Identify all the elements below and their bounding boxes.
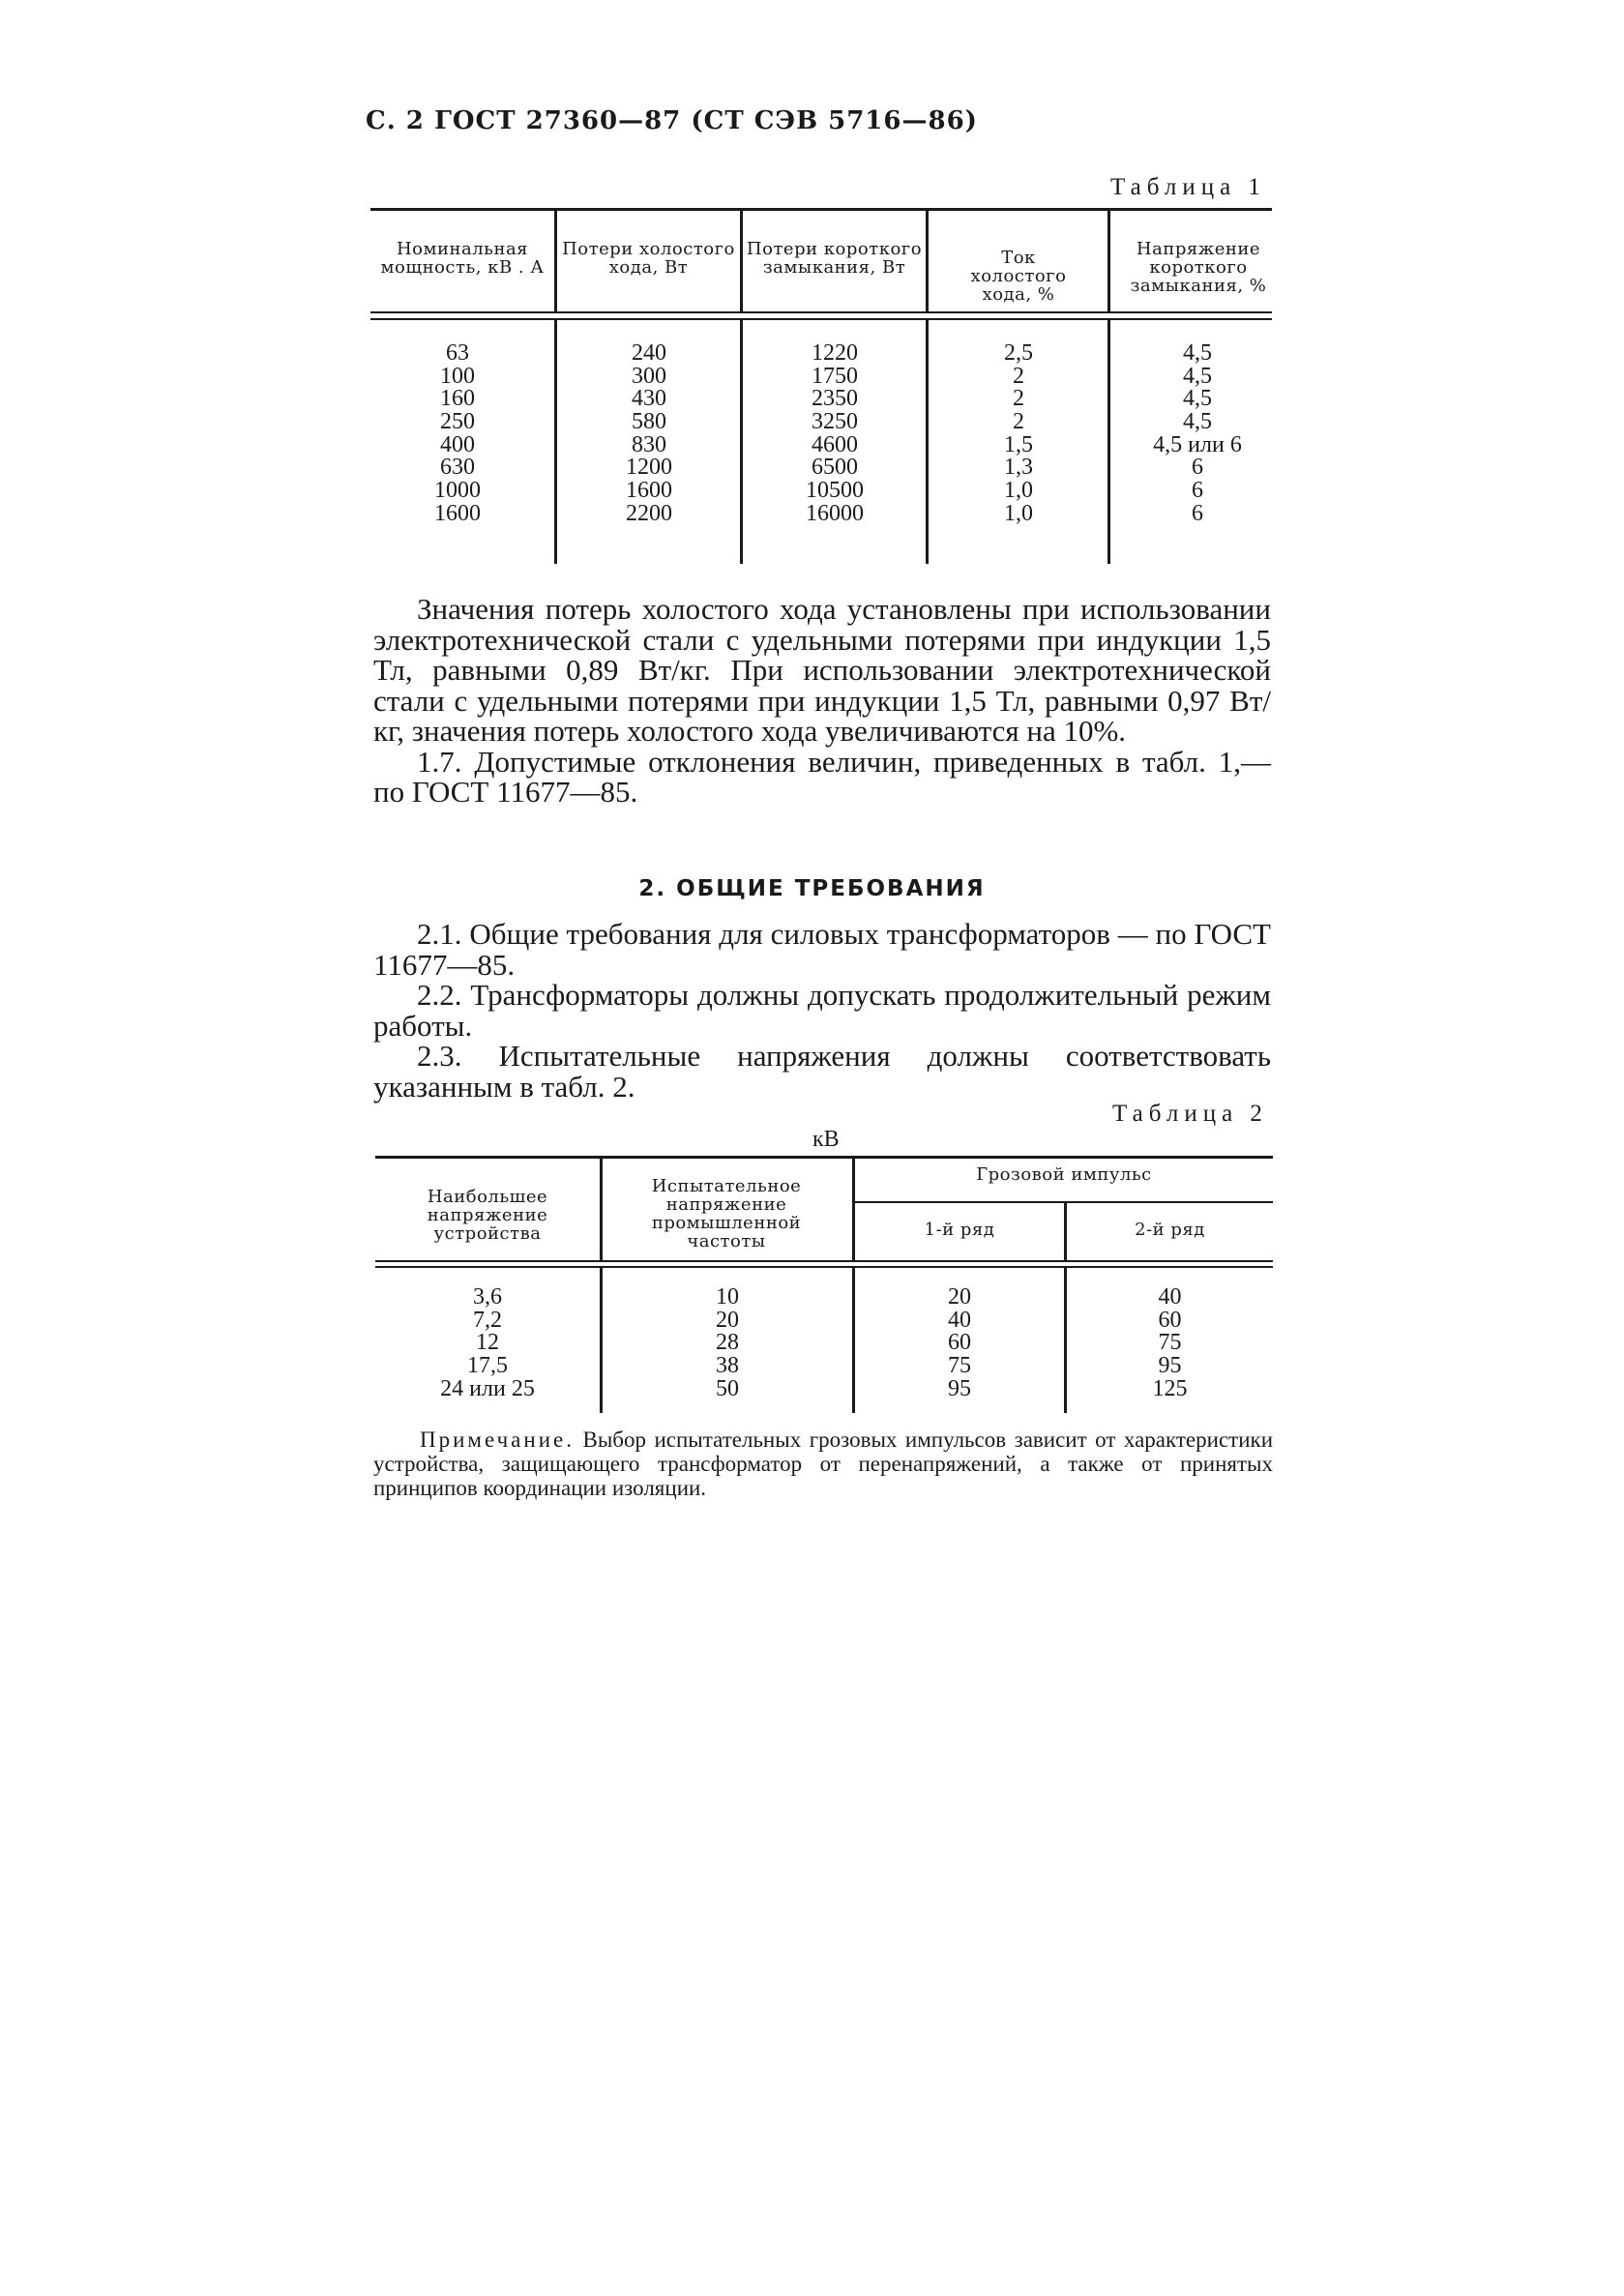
table1: [370, 208, 1272, 564]
table2-col-test-voltage: 10 20 28 38 50: [716, 1284, 739, 1401]
page-header: С. 2 ГОСТ 27360—87 (СТ СЭВ 5716—86): [366, 106, 978, 135]
table2-header-row2: 2-й ряд: [1135, 1220, 1205, 1240]
table2-header-test-voltage: Испытательное напряжение промышленной частоты: [651, 1176, 802, 1251]
table1-header-shortcircuit-loss: Потери короткого замыкания, Вт: [746, 239, 923, 278]
table2-header-lightning-impulse: Грозовой импульс: [976, 1164, 1152, 1185]
table1-col-shortcircuit-loss: 1220 1750 2350 3250 4600 6500 10500 16000: [806, 340, 864, 526]
table1-header-noload-current: Ток холостого хода, %: [970, 248, 1067, 305]
table1-caption: Таблица 1: [1110, 174, 1266, 200]
note-label: Примечание.: [420, 1428, 575, 1452]
table2-caption: Таблица 2: [1112, 1101, 1268, 1127]
table1-header-power: Номинальная мощность, кВ . А: [380, 239, 545, 278]
paragraph-2-2: 2.2. Трансформаторы должны допускать продолжительный режим работы.: [373, 978, 1271, 1043]
table2-col-row1: 20 40 60 75 95: [948, 1284, 971, 1401]
table2-unit: кВ: [812, 1127, 840, 1152]
paragraph-1-7: 1.7. Допустимые отклонения величин, приведенных в табл. 1,— по ГОСТ 11677—85.: [373, 744, 1271, 809]
note-text: Выбор испытательных грозовых импульсов зависит от характеристики устройства, защищающего трансформатор от перенапряжений, а также от принятых принципов координации изоляции.: [373, 1428, 1273, 1500]
table1-col-noload-loss: 240 300 430 580 830 1200 1600 2200: [626, 340, 672, 526]
paragraph-noload-loss: Значения потерь холостого хода установлены при использовании электротехнической стали с удельными потерями при индукции 1,5 Тл, равными 0,89 Вт/кг. При использовании электротехнической стали с удельными потерями при индукции 1,5 Тл, равными 0,97 Вт/кг, значения потерь холостого хода увеличиваются на 10%.: [373, 592, 1271, 748]
paragraph-2-3: 2.3. Испытательные напряжения должны соответствовать указанным в табл. 2.: [373, 1039, 1271, 1104]
body-text-block: [373, 594, 1271, 808]
paragraph-2-1: 2.1. Общие требования для силовых трансформаторов — по ГОСТ 11677—85.: [373, 917, 1271, 982]
table2-note: [373, 1428, 1273, 1500]
table1-col-shortcircuit-voltage: 4,5 4,5 4,5 4,5 4,5 или 6 6 6 6: [1153, 340, 1242, 526]
table2-header-max-voltage: Наибольшее напряжение устройства: [427, 1187, 548, 1244]
table2-col-row2: 40 60 75 95 125: [1152, 1284, 1188, 1401]
table2: [375, 1156, 1273, 1431]
section-title: 2. ОБЩИЕ ТРЕБОВАНИЯ: [638, 876, 986, 901]
table2-col-max-voltage: 3,6 7,2 12 17,5 24 или 25: [440, 1284, 535, 1401]
table2-header-row1: 1-й ряд: [924, 1220, 995, 1240]
table1-col-power: 63 100 160 250 400 630 1000 1600: [434, 340, 481, 526]
table1-header-noload-loss: Потери холостого хода, Вт: [562, 239, 735, 278]
table1-col-noload-current: 2,5 2 2 2 1,5 1,3 1,0 1,0: [1004, 340, 1033, 526]
table1-header-shortcircuit-voltage: Напряжение короткого замыкания, %: [1130, 239, 1267, 296]
requirements-block: [373, 919, 1271, 1102]
